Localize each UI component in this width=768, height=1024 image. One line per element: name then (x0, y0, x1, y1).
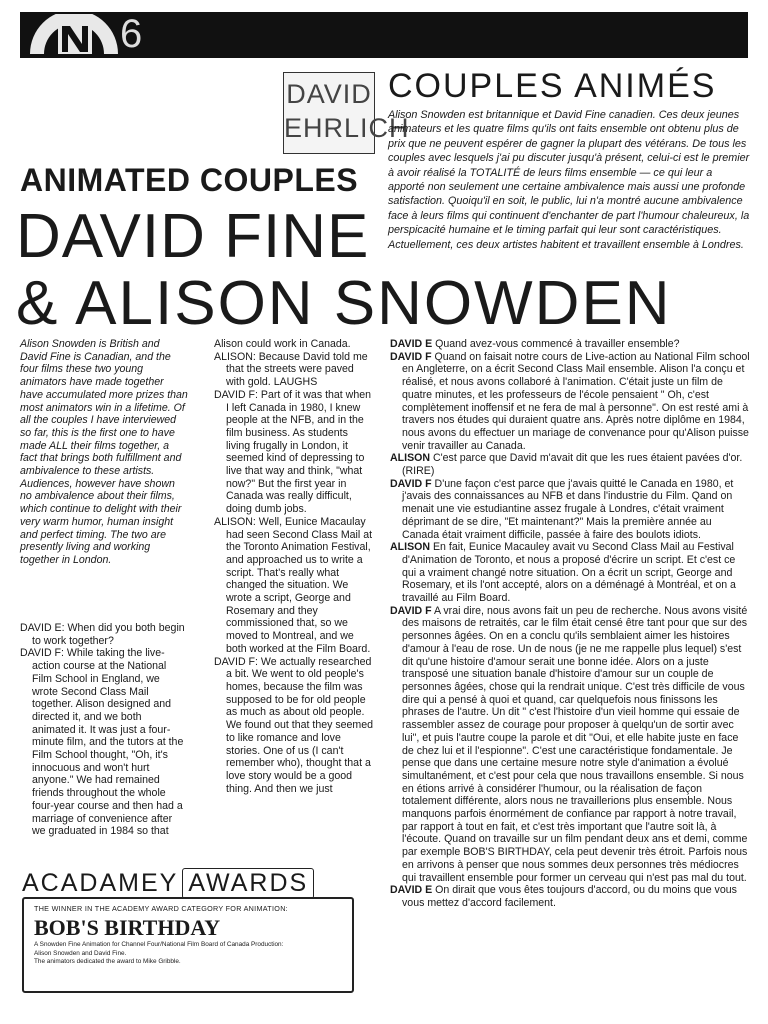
interview-paragraph: DAVID E: When did you both begin to work together? (20, 622, 185, 647)
speaker-label: DAVID F (390, 604, 432, 617)
awards-heading-right: AWARDS (182, 868, 314, 899)
intro-french: Alison Snowden est britannique et David Fine canadien. Ces deux jeunes animateurs et les quatre films qu'ils ont faits ensemble ont obtenu plus de prix que ne peuvent espérer de gagner la plupart des vétérans. De tous les couples avec lesquels j'ai pu discuter jusqu'à présent, celui-ci est le premier à avoir réalisé la TOTALITÉ de leurs films ensemble — ce qui leur a apporté non seulement une certaine ambivalence mais aussi une profonde satisfaction. Quoiqu'il en soit, le public, lui n'a montré aucune ambivalence face à leurs films qui continuent d'enchanter de part l'humour chaleureux, la perspicacité humaine et le timing parfait qui leur sont caractéristiques. Actuellement, ces deux artistes habitent et travaillent ensemble à Londres. (388, 109, 750, 251)
paragraph-text: Quand on faisait notre cours de Live-action au National Film school en Angleterre, on a écrit Second Class Mail ensemble. Alison l'a conçu et réalisé, et nous avons collaboré à l'animation. C'était juste un film de quatre minutes, et les professeurs de l'école pensaient " Oh, c'est complètement inoffensif et ne fera de mal à personne". On est resté ami à travers nos études qui duraient quatre ans. Après notre diplôme en 1984, nous avons du effectuer un mariage de convenance pour qu'Alison puisse venir travailler au Canada. (402, 350, 750, 452)
speaker-label: DAVID F (390, 477, 432, 490)
award-box (22, 897, 354, 993)
interview-paragraph: DAVID F: We actually researched a bit. We went to old people's homes, because the film was supposed to be for old people as much as about old people. We found out that they seemed to like romance and love stories. One of us (I can't remember who), thought that a love story would be a good thing. And then we just (214, 655, 374, 795)
intro-english: Alison Snowden is British and David Fine is Canadian, and the four films these two young animators have made together have accumulated more prizes than most animators win in a lifetime. Of all the couples I have interviewed so far, this is the first one to have made ALL their films together, a fact that brings both fulfillment and ambivalence to these artists. Audiences, however have shown no ambivalence about their films, which continue to delight with their very warm humor, human insight and perfect timing. The two are presently living and working together in London. (20, 338, 188, 566)
interview-paragraph: DAVID F: While taking the live-action course at the National Film School in England, we wrote Second Class Mail together. Alison designed and directed it, and we both animated it. It was just a four-minute film, and the tutors at the Film School thought, "Oh, it's innocuous and won't hurt anyone." We had remained friends throughout the whole four-year course and then had a marriage of convenience after we graduated in 1984 so that (20, 647, 184, 838)
headline-line-2: & ALISON SNOWDEN (16, 269, 672, 338)
interview-paragraph-fr (390, 541, 750, 605)
author-first-name: DAVID (286, 79, 372, 109)
speaker-label: ALISON (390, 452, 431, 465)
page-number: 6 (120, 12, 143, 56)
headline-line-1: DAVID FINE (16, 202, 370, 271)
award-dedication: The animators dedicated the award to Mike Gribble. (34, 958, 181, 966)
paragraph-text: A vrai dire, nous avons fait un peu de recherche. Nous avons visité des maisons de retraités, car le film était censé être tant pour que sur des personnes âgées. On en a conclu qu'ils semblaient aimer les histoires d'amour à l'eau de rose. Un de nous (je ne me rappelle plus lequel) s'est dit qu'une histoire d'amour serait une bonne idée. Alors on a juste transposé une situation banale d'histoire d'amour sur un couple de personnes âgées, chose qui la rendrait unique. C'est très difficile de vous dire qui a pensé à quoi et quand, car quelquefois nous finissons les phrases de l'autre. Un dit " c'est l'histoire d'un vieil homme qui essaie de rassembler assez de courage pour proposer à quelqu'un de sortir avec lui", et puis l'autre coupe la parole et dit "Oui, et elle habite juste en face de chez lui et il l'espionne". C'est une caractéristique fondamentale. Je pense que dans une certaine mesure notre style d'animation a évolué simultanément, et c'est pour cela que nous travaillons ensemble. Si nous en étions arrivé à considérer l'humour, ou la réalisation de façon totalement différente, alors nous ne travaillerions plus ensemble. Nous manquons parfois énormément de confiance par rapport à notre travail, par rapport à tout en fait, et c'est très important que l'autre soit là, à l'écoute. Quand on travaille sur un film pendant deux ans et demi, comme par exemple BOB'S BIRTHDAY, cela peut devenir très étroit. Parfois nous en arrivons à penser que nous sommes deux personnes très médiocres qui travaillent ensemble pour former un cerveau qui n'est pas mal du tout. (402, 604, 748, 884)
author-box (283, 72, 410, 154)
interview-paragraph-fr (390, 605, 750, 884)
award-credit: A Snowden Fine Animation for Channel Four/National Film Board of Canada Production: (34, 941, 284, 948)
paragraph-text: D'une façon c'est parce que j'avais quitté le Canada en 1980, et j'avais des connaissances au NFB et dans l'industrie du Film. Qand on menait une vie estudiantine assez frugale à Londres, c'était vraiment déprimant de se dire, "Et maintenant?" Mais la première année au Canada était vraiment difficile, passée à faire des boulots idiots. (402, 477, 734, 541)
column-2-interview (214, 338, 374, 795)
speaker-label: DAVID E (390, 338, 433, 350)
speaker-label: ALISON (390, 541, 431, 554)
interview-paragraph: DAVID F: Part of it was that when I left Canada in 1980, I knew people at the NFB, and in the film business. As students living frugally in London, it seemed kind of depressing to live that way and think, "what now?" But the first year in Canada was really difficult, doing dumb jobs. (214, 388, 372, 516)
award-category: THE WINNER IN THE ACADEMY AWARD CATEGORY FOR ANIMATION: (34, 904, 288, 913)
column-1-interview (20, 622, 188, 838)
interview-paragraph: ALISON: Well, Eunice Macaulay had seen Second Class Mail at the Toronto Animation Festival, and approached us to write a script. That's really what changed the situation. We wrote a script, George and Rosemary and they commissioned that, so we moved to Montreal, and we both worked at the Film Board. (214, 515, 373, 655)
title-french: COUPLES ANIMÉS (388, 67, 717, 105)
author-last-name: EHRLICH (284, 113, 410, 143)
interview-paragraph-fr (390, 452, 750, 477)
interview-paragraph-fr (390, 338, 750, 351)
award-credit: Alison Snowden and David Fine. (34, 949, 127, 957)
paragraph-text: En fait, Eunice Macauley avait vu Second Class Mail au Festival d'Animation de Toronto, et nous a proposé d'écrire un script. Et c'est ce qui a vraiment changé notre situation. On a écrit un script, George and Rosemary, et ils l'ont accepté, alors on a déménagé à Montréal, et on a travaillé au Film Board. (402, 541, 736, 605)
awards-heading (22, 868, 314, 899)
awards-heading-left: ACADAMEY (22, 869, 179, 897)
paragraph-text: Quand avez-vous commencé à travailler ensemble? (435, 338, 680, 350)
interview-paragraph: Alison could work in Canada. (214, 338, 351, 350)
speaker-label: DAVID F (390, 350, 432, 363)
column-3-french-interview (390, 338, 750, 910)
paragraph-text: On dirait que vous êtes toujours d'accord, ou du moins que vous vous mettez d'accord facilement. (402, 884, 737, 909)
n-logo-icon (24, 14, 124, 56)
paragraph-text: C'est parce que David m'avait dit que les rues étaient pavées d'or. (RIRE) (402, 452, 743, 478)
award-film-title: BOB'S BIRTHDAY (34, 915, 221, 940)
title-english: ANIMATED COUPLES (20, 162, 359, 198)
speaker-label: DAVID E (390, 884, 433, 897)
interview-paragraph-fr (390, 478, 750, 542)
interview-paragraph-fr (390, 884, 750, 909)
interview-paragraph: ALISON: Because David told me that the streets were paved with gold. LAUGHS (214, 350, 368, 389)
interview-paragraph-fr (390, 351, 750, 453)
